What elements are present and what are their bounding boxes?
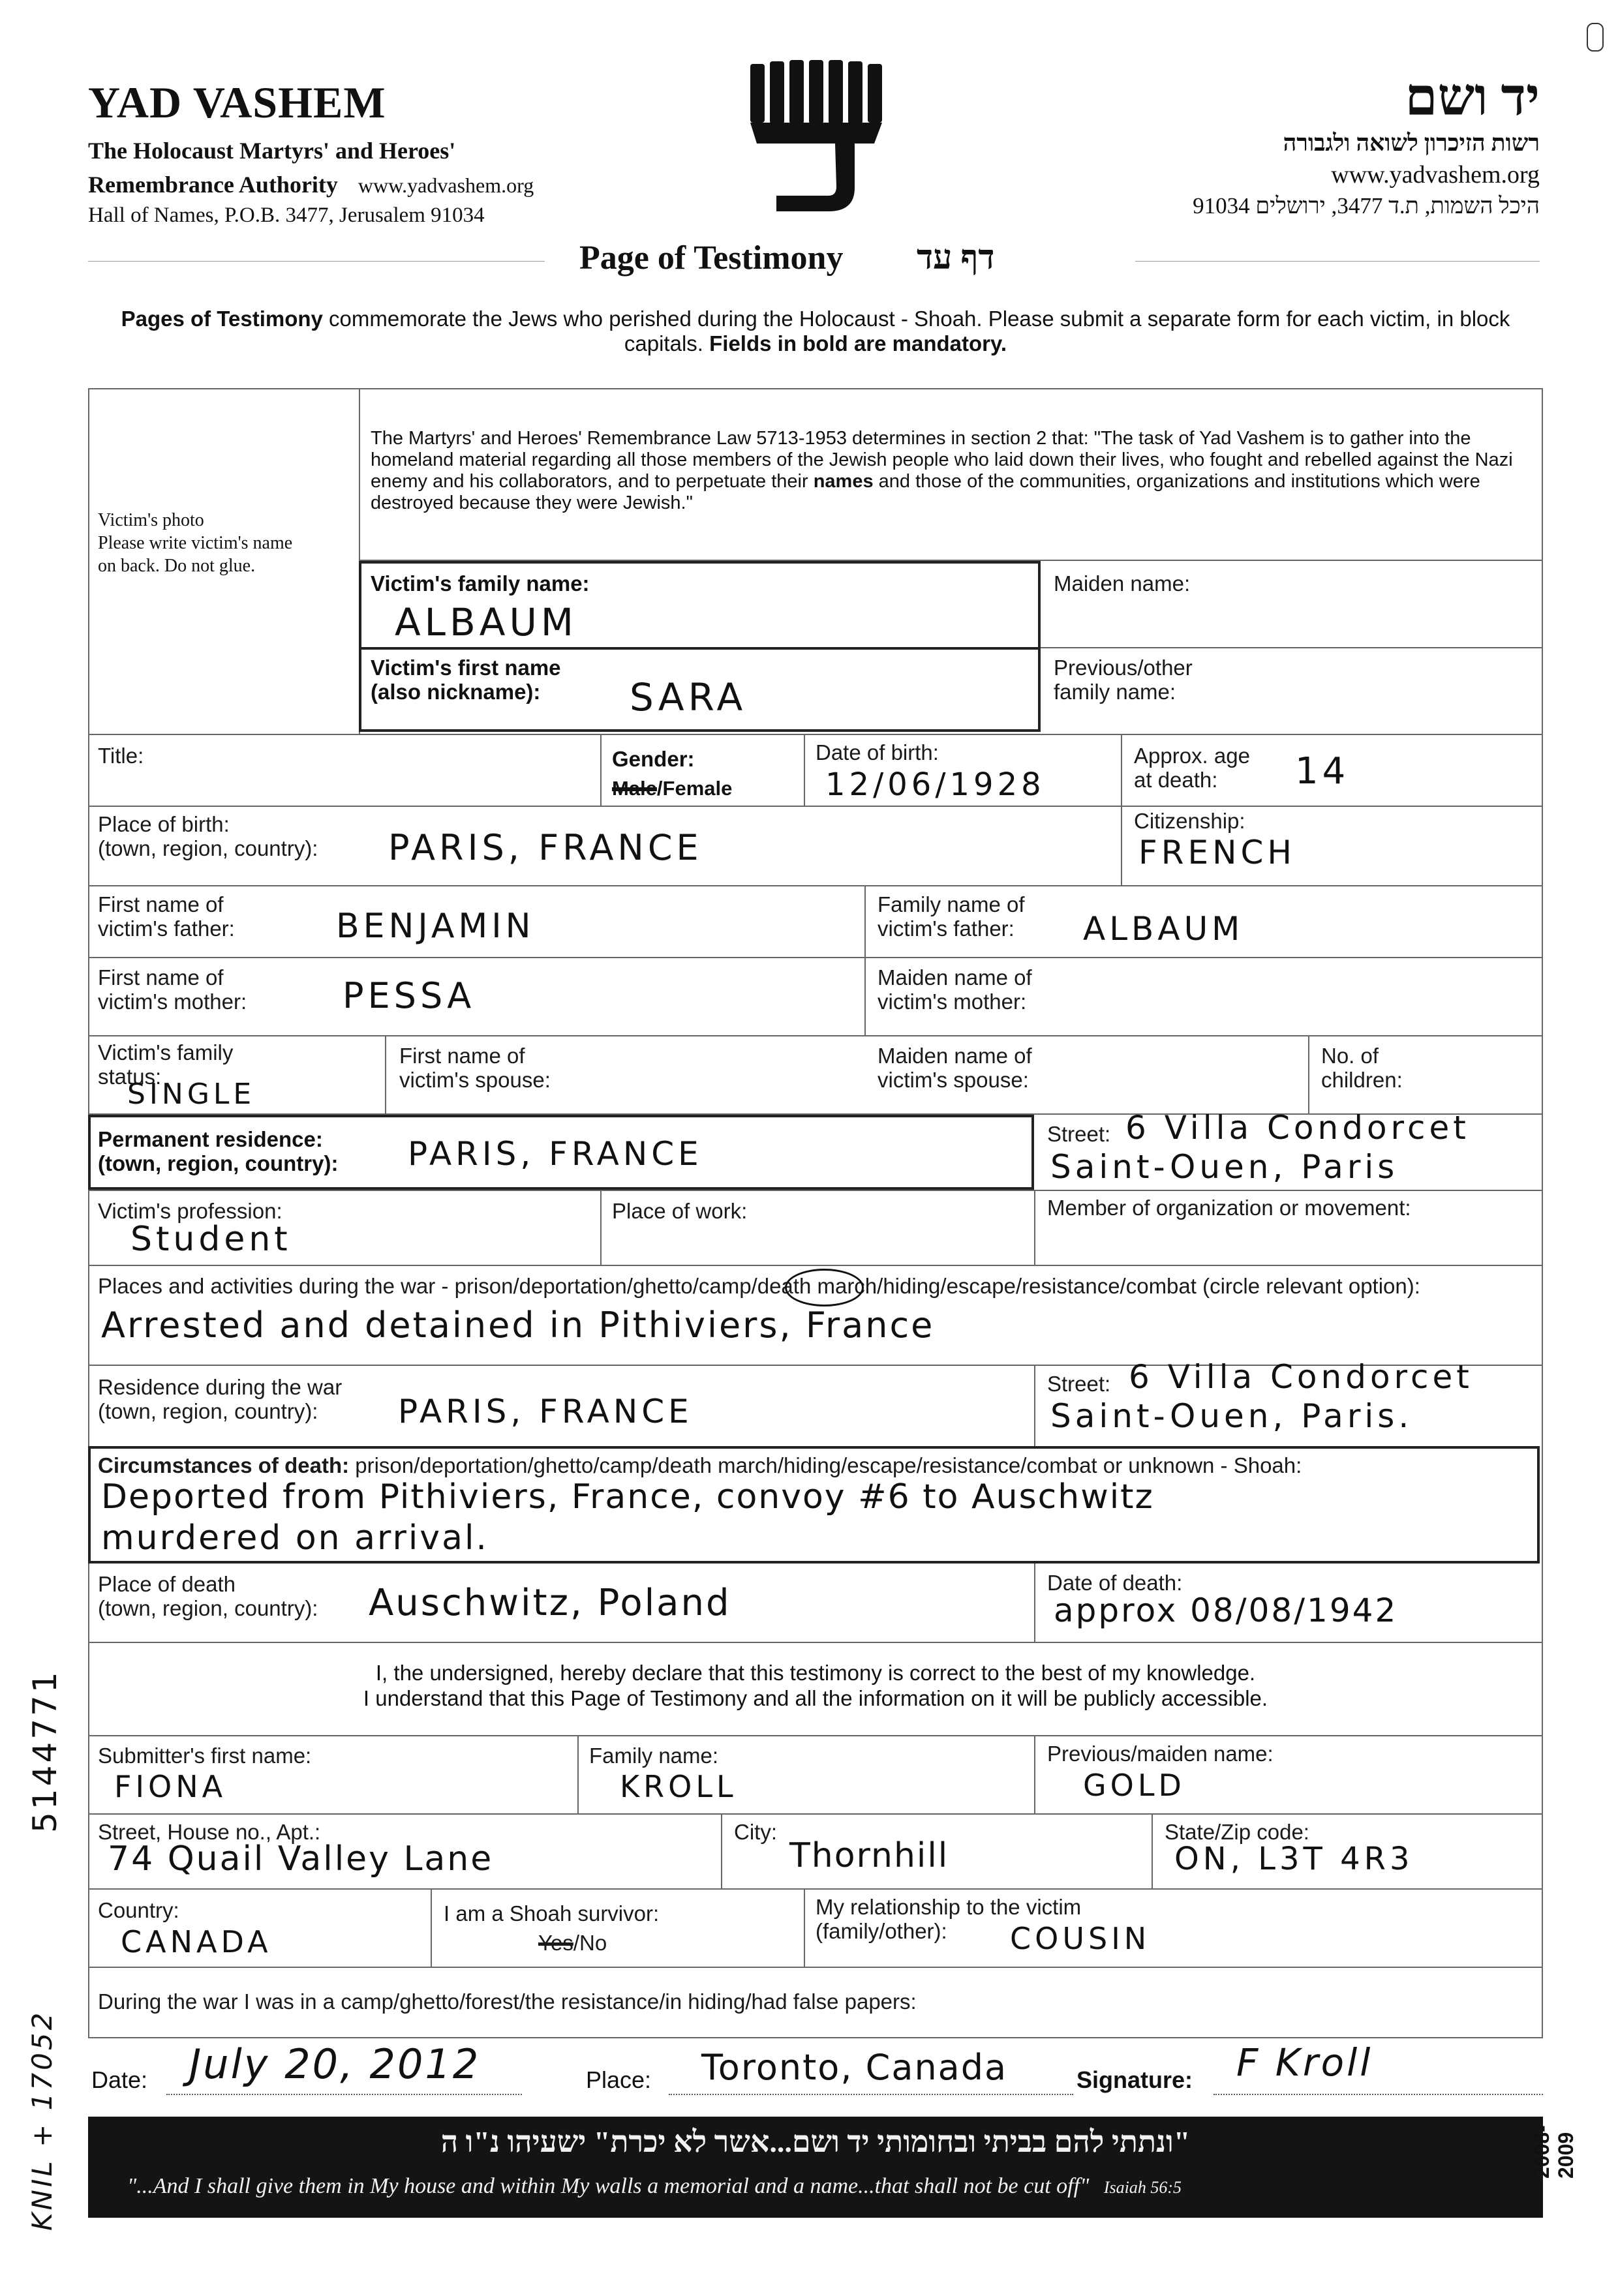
pob-label1: Place of birth: xyxy=(98,812,230,836)
sub-war-status-label: During the war I was in a camp/ghetto/forest/the resistance/in hiding/had false papers: xyxy=(98,1989,917,2014)
death-circ-label: Circumstances of death: xyxy=(98,1453,350,1477)
camp-circle-mark xyxy=(785,1269,864,1307)
mother-first-label1: First name of xyxy=(98,965,224,989)
first-name-label1: Victim's first name xyxy=(371,656,561,680)
father-family-label1: Family name of xyxy=(878,892,1025,916)
profession-label: Victim's profession: xyxy=(98,1199,282,1223)
death-circ-label-row xyxy=(98,1453,1302,1477)
previous-name-label1: Previous/other xyxy=(1054,656,1193,680)
street-line2[interactable]: Saint-Ouen, Paris xyxy=(1050,1148,1399,1186)
residence-label2: (town, region, country): xyxy=(98,1151,339,1175)
law-text xyxy=(371,428,1538,514)
header-rule-left xyxy=(88,261,545,262)
sub-state-value[interactable]: ON, L3T 4R3 xyxy=(1174,1841,1414,1877)
date-value[interactable]: July 20, 2012 xyxy=(189,2040,481,2088)
children-label2: children: xyxy=(1321,1068,1403,1092)
mother-first-label2: victim's mother: xyxy=(98,989,247,1014)
punch-mark xyxy=(1587,23,1604,52)
survivor-yes: Yes xyxy=(538,1931,573,1955)
title-he: דף עד xyxy=(917,239,995,277)
workplace-label: Place of work: xyxy=(612,1199,748,1223)
family-status-label2: status: xyxy=(98,1065,162,1089)
form-code: 2008-2009 xyxy=(1530,2125,1578,2179)
mother-maiden-label2: victim's mother: xyxy=(878,989,1027,1014)
signature-label: Signature: xyxy=(1076,2066,1193,2093)
heb-website: www.yadvashem.org xyxy=(1331,161,1540,189)
war-street-label: Street: xyxy=(1047,1372,1111,1396)
gender-options[interactable] xyxy=(612,776,732,800)
pod-value[interactable]: Auschwitz, Poland xyxy=(369,1582,731,1624)
war-street-line2[interactable]: Saint-Ouen, Paris. xyxy=(1050,1397,1413,1435)
children-label1: No. of xyxy=(1321,1044,1379,1068)
mother-maiden-label1: Maiden name of xyxy=(878,965,1032,989)
dob-value[interactable]: 12/06/1928 xyxy=(825,766,1045,803)
org-line2-row xyxy=(88,171,534,198)
sub-city-value[interactable]: Thornhill xyxy=(789,1836,949,1875)
family-name-value[interactable]: ALBAUM xyxy=(395,600,577,644)
citizenship-label: Citizenship: xyxy=(1134,809,1245,833)
org-line2: Remembrance Authority xyxy=(88,172,338,198)
sub-country-label: Country: xyxy=(98,1898,179,1922)
sub-street-label: Street, House no., Apt.: xyxy=(98,1820,321,1844)
war-residence-value[interactable]: PARIS, FRANCE xyxy=(398,1393,693,1430)
photo-line3: on back. Do not glue. xyxy=(98,556,256,576)
father-family-label2: victim's father: xyxy=(878,916,1015,941)
photo-line1: Victim's photo xyxy=(98,510,204,530)
war-places-label: Places and activities during the war - prison/deportation/ghetto/camp/death march/hiding/escape/resistance/combat (circle relevant option): xyxy=(98,1274,1420,1298)
family-name-label: Victim's family name: xyxy=(371,571,590,596)
residence-value[interactable]: PARIS, FRANCE xyxy=(408,1135,703,1173)
law-text-body: The Martyrs' and Heroes' Remembrance Law 5713-1953 determines in section 2 that: "The task of Yad Vashem is to gather into the homeland material regarding all those members of the Jewish people who laid down their lives, who fought and rebelled against the Nazi enemy and his collaborators, and to perpetuate their xyxy=(371,428,1513,492)
org-website: www.yadvashem.org xyxy=(358,174,534,197)
date-label: Date: xyxy=(91,2066,148,2093)
age-label1: Approx. age xyxy=(1134,744,1250,768)
spouse-maiden-label1: Maiden name of xyxy=(878,1044,1032,1068)
gender-label: Gender: xyxy=(612,747,695,771)
first-name-label2: (also nickname): xyxy=(371,680,541,704)
family-status-value[interactable]: SINGLE xyxy=(127,1078,256,1111)
war-residence-label1: Residence during the war xyxy=(98,1375,343,1399)
sub-relation-value[interactable]: COUSIN xyxy=(1010,1921,1151,1956)
place-label: Place: xyxy=(586,2066,652,2093)
sub-family-value[interactable]: KROLL xyxy=(620,1769,737,1804)
dod-label: Date of death: xyxy=(1047,1571,1183,1595)
law-text-end: and those of the communities, organizations and institutions which were destroyed because they were Jewish." xyxy=(371,471,1480,513)
heb-line1: רשות הזיכרון לשואה ולגבורה xyxy=(1283,130,1540,156)
title-label: Title: xyxy=(98,744,144,768)
intro-paragraph xyxy=(91,307,1540,356)
sub-city-label: City: xyxy=(734,1820,777,1844)
sub-street-value[interactable]: 74 Quail Valley Lane xyxy=(108,1839,494,1879)
sub-family-label: Family name: xyxy=(589,1744,719,1768)
signature-value[interactable]: F Kroll xyxy=(1236,2040,1373,2085)
intro-mandatory: Fields in bold are mandatory. xyxy=(709,331,1007,355)
previous-name-label2: family name: xyxy=(1054,680,1176,704)
photo-box[interactable] xyxy=(98,509,292,577)
profession-value[interactable]: Student xyxy=(130,1220,292,1259)
title-en: Page of Testimony xyxy=(579,239,844,277)
sub-maiden-label: Previous/maiden name: xyxy=(1047,1742,1274,1766)
sub-first-label: Submitter's first name: xyxy=(98,1744,312,1768)
declaration-line2: I understand that this Page of Testimony and all the information on it will be publicly accessible. xyxy=(363,1686,1268,1710)
yad-vashem-logo xyxy=(737,57,900,214)
footer-en-row xyxy=(127,2174,1530,2199)
sub-relation-label1: My relationship to the victim xyxy=(816,1895,1082,1919)
death-circ-line1[interactable]: Deported from Pithiviers, France, convoy #6 to Auschwitz xyxy=(101,1477,1154,1517)
footer-en-ref: Isaiah 56:5 xyxy=(1103,2178,1182,2197)
father-first-label1: First name of xyxy=(98,892,224,916)
org-name: YAD VASHEM xyxy=(88,78,386,127)
place-value[interactable]: Toronto, Canada xyxy=(701,2047,1008,2088)
death-circ-line2[interactable]: murdered on arrival. xyxy=(101,1518,489,1558)
margin-note: KNIL + 17052 xyxy=(26,2010,58,2231)
declaration-line1: I, the undersigned, hereby declare that this testimony is correct to the best of my knowledge. xyxy=(375,1661,1256,1685)
footer-band xyxy=(88,2117,1543,2218)
photo-line2: Please write victim's name xyxy=(98,533,293,553)
residence-label1: Permanent residence: xyxy=(98,1127,323,1151)
spouse-first-label1: First name of xyxy=(399,1044,525,1068)
sub-survivor-options[interactable] xyxy=(538,1931,607,1955)
footer-en-quote: "...And I shall give them in My house and within My walls a memorial and a name...that shall not be cut off" xyxy=(127,2174,1090,2198)
declaration xyxy=(88,1660,1543,1711)
sub-maiden-value[interactable]: GOLD xyxy=(1083,1768,1185,1803)
sub-survivor-label: I am a Shoah survivor: xyxy=(444,1901,660,1926)
maiden-name-label: Maiden name: xyxy=(1054,571,1191,596)
heb-address: היכל השמות, ת.ד 3477, ירושלים 91034 xyxy=(1193,193,1540,219)
survivor-no: /No xyxy=(573,1931,607,1955)
mother-first-value[interactable]: PESSA xyxy=(343,975,476,1016)
age-label2: at death: xyxy=(1134,768,1218,792)
org-address: Hall of Names, P.O.B. 3477, Jerusalem 91034 xyxy=(88,204,485,227)
gender-male: Male xyxy=(612,777,657,800)
dod-value[interactable]: approx 08/08/1942 xyxy=(1054,1592,1398,1629)
war-residence-label2: (town, region, country): xyxy=(98,1399,318,1423)
first-name-value[interactable]: SARA xyxy=(630,675,747,719)
father-first-value[interactable]: BENJAMIN xyxy=(336,907,535,946)
street-label: Street: xyxy=(1047,1122,1111,1146)
spouse-first-label2: victim's spouse: xyxy=(399,1068,551,1092)
intro-bold: Pages of Testimony xyxy=(121,307,323,331)
sub-relation-label2: (family/other): xyxy=(816,1919,947,1943)
org-line1: The Holocaust Martyrs' and Heroes' xyxy=(88,138,456,164)
pod-label1: Place of death xyxy=(98,1572,236,1596)
pob-label2: (town, region, country): xyxy=(98,836,318,860)
war-street-line1[interactable]: 6 Villa Condorcet xyxy=(1129,1358,1473,1396)
sub-state-label: State/Zip code: xyxy=(1165,1820,1309,1844)
pob-value[interactable]: PARIS, FRANCE xyxy=(388,827,703,868)
law-text-bold: names xyxy=(813,471,874,492)
war-places-value[interactable]: Arrested and detained in Pithiviers, France xyxy=(101,1305,935,1346)
street-line1[interactable]: 6 Villa Condorcet xyxy=(1125,1109,1470,1147)
pod-label2: (town, region, country): xyxy=(98,1596,318,1620)
father-first-label2: victim's father: xyxy=(98,916,235,941)
margin-number: 5144771 xyxy=(26,1669,64,1833)
death-circ-options: prison/deportation/ghetto/camp/death march/hiding/escape/resistance/combat or unknown - Shoah: xyxy=(349,1453,1302,1477)
citizenship-value[interactable]: FRENCH xyxy=(1138,834,1296,871)
footer-heb-quote: "ונתתי להם בביתי ובחומותי יד ושם...אשר לא יכרת" ישעיהו נ"ו ה xyxy=(440,2125,1191,2158)
father-family-value[interactable]: ALBAUM xyxy=(1083,910,1244,948)
sub-country-value[interactable]: CANADA xyxy=(121,1924,272,1959)
intro-text: commemorate the Jews who perished during the Holocaust - Shoah. Please submit a separate form for each victim, in block capitals. xyxy=(322,307,1510,355)
member-label: Member of organization or movement: xyxy=(1047,1196,1411,1220)
dob-label: Date of birth: xyxy=(816,740,939,764)
spouse-maiden-label2: victim's spouse: xyxy=(878,1068,1029,1092)
age-value[interactable]: 14 xyxy=(1295,750,1350,793)
sub-first-value[interactable]: FIONA xyxy=(114,1769,227,1804)
family-status-label1: Victim's family xyxy=(98,1040,234,1065)
heb-name: יד ושם xyxy=(1405,69,1540,127)
header-rule-right xyxy=(1135,261,1540,262)
gender-female: /Female xyxy=(656,777,733,800)
